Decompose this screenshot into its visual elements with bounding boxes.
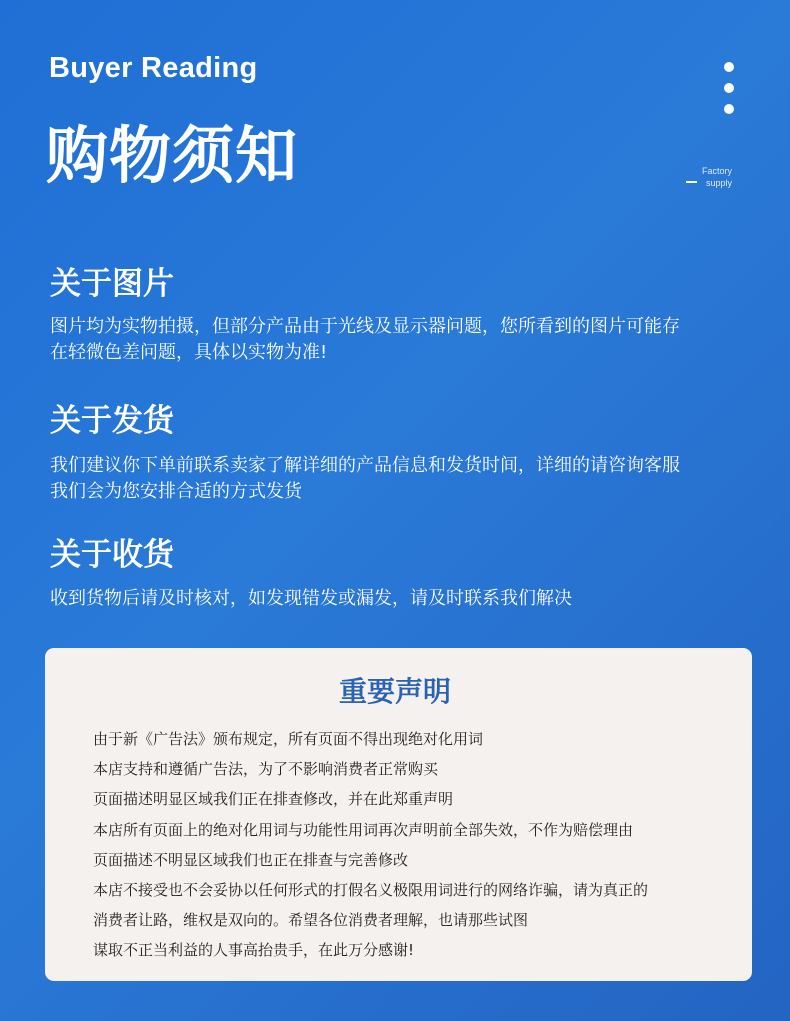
notice-line: 页面描述不明显区域我们也正在排查与完善修改 [93, 850, 409, 869]
section-heading: 关于发货 [50, 403, 174, 439]
factory-supply-badge [686, 165, 736, 189]
notice-line: 本店不接受也不会妥协以任何形式的打假名义极限用词进行的网络诈骗，请为真正的 [93, 881, 649, 900]
header-title-en: Buyer Reading [49, 52, 258, 84]
section-pictures [50, 264, 760, 366]
notice-line: 页面描述明显区域我们正在排查修改，并在此郑重声明 [93, 790, 454, 809]
vertical-dots-icon [724, 62, 736, 125]
notice-line: 本店支持和遵循广告法，为了不影响消费者正常购买 [93, 760, 439, 779]
section-receiving [50, 535, 760, 612]
notice-title: 重要声明 [338, 675, 451, 708]
notice-lines [93, 724, 733, 966]
section-text-line: 收到货物后请及时核对，如发现错发或漏发，请及时联系我们解决 [50, 588, 572, 609]
notice-line: 由于新《广告法》颁布规定，所有页面不得出现绝对化用词 [93, 730, 484, 748]
notice-line: 消费者让路，维权是双向的。希望各位消费者理解，也请那些试图 [93, 911, 529, 930]
dot [724, 83, 734, 93]
section-text-line: 我们建议你下单前联系卖家了解详细的产品信息和发货时间，详细的请咨询客服 [50, 455, 680, 476]
section-shipping [50, 401, 760, 505]
section-text-line: 我们会为您安排合适的方式发货 [50, 481, 302, 502]
section-heading: 关于图片 [50, 266, 174, 302]
dot [724, 62, 734, 72]
header-title-cn: 购物须知 [46, 119, 299, 192]
section-heading: 关于收货 [50, 537, 174, 573]
dot [724, 104, 734, 114]
notice-line: 本店所有页面上的绝对化用词与功能性用词再次声明前全部失效，不作为赔偿理由 [93, 820, 634, 839]
section-text-line: 图片均为实物拍摄，但部分产品由于光线及显示器问题，您所看到的图片可能存 [50, 316, 680, 337]
notice-line: 谋取不正当利益的人事高抬贵手，在此万分感谢! [93, 941, 415, 960]
badge-line-2: supply [705, 178, 732, 188]
badge-line-1: Factory [701, 166, 732, 176]
badge-bar [686, 181, 697, 183]
section-text-line: 在轻微色差问题，具体以实物为准! [50, 342, 328, 363]
